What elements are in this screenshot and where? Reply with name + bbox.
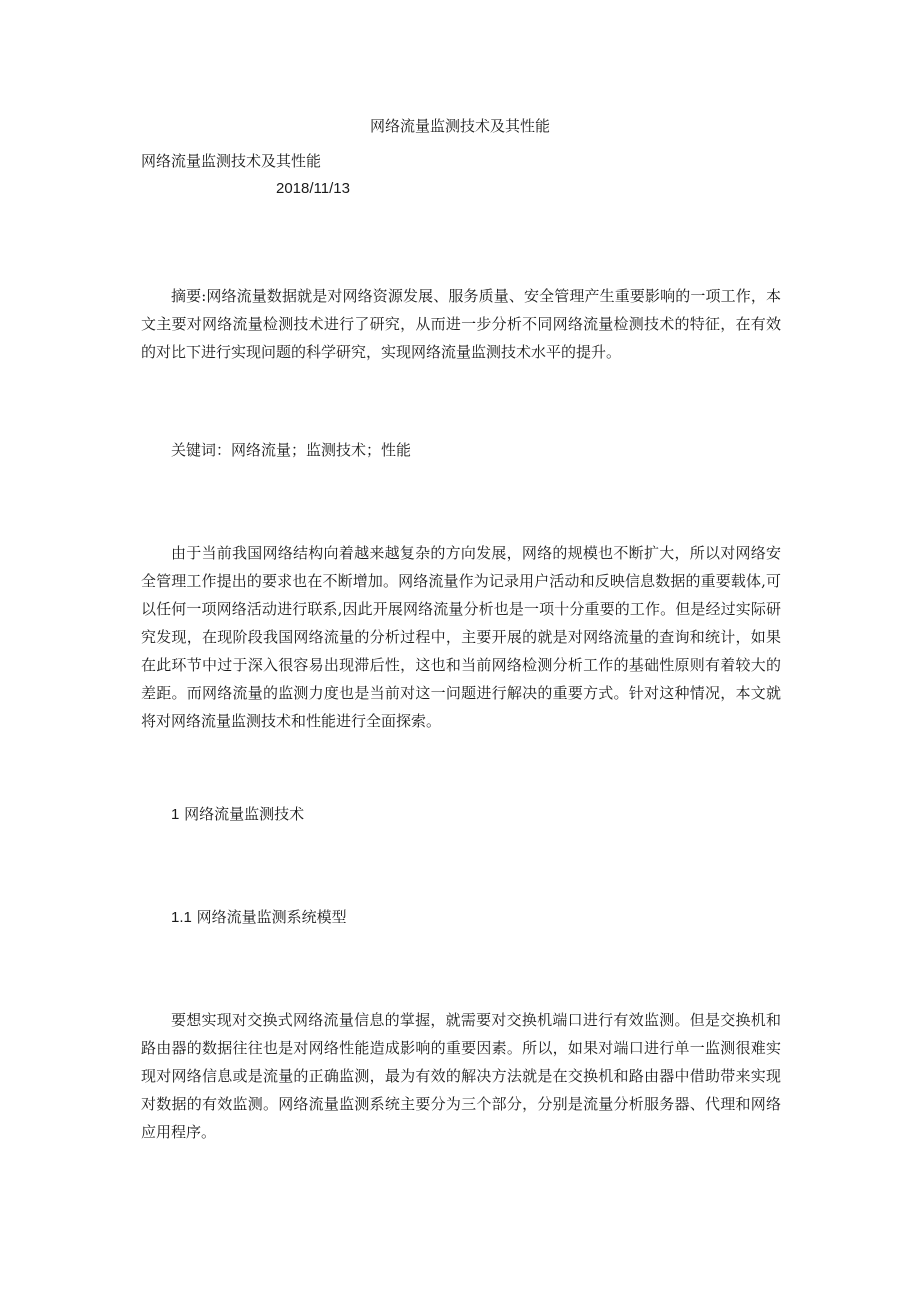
page-header-title: 网络流量监测技术及其性能 bbox=[369, 117, 550, 135]
section-title: 网络流量监测系统模型 bbox=[196, 908, 347, 926]
introduction-paragraph: 由于当前我国网络结构向着越来越复杂的方向发展，网络的规模也不断扩大，所以对网络安全管理工作提出的要求也在不断增加。网络流量作为记录用户活动和反映信息数据的重要载体,可以任何一项网络活动进行联系,因此开展网络流量分析也是一项十分重要的工作。但是经过实际研究发现，在现阶段我国网络流量的分析过程中，主要开展的就是对网络流量的查询和统计，如果在此环节中过于深入很容易出现滞后性，这也和当前网络检测分析工作的基础性原则有着较大的差距。而网络流量的监测力度也是当前对这一问题进行解决的重要方式。针对这种情况，本文就将对网络流量监测技术和性能进行全面探索。 bbox=[141, 544, 781, 730]
section-number: 1 bbox=[171, 806, 180, 823]
section-title: 网络流量监测技术 bbox=[184, 805, 305, 823]
abstract-paragraph: 摘要:网络流量数据就是对网络资源发展、服务质量、安全管理产生重要影响的一项工作，本文主要对网络流量检测技术进行了研究，从而进一步分析不同网络流量检测技术的特征，在有效的对比下进行实现问题的科学研究，实现网络流量监测技术水平的提升。 bbox=[141, 287, 781, 361]
section-number: 1.1 bbox=[171, 909, 192, 926]
document-date: 2018/11/13 bbox=[276, 180, 350, 197]
document-title: 网络流量监测技术及其性能 bbox=[141, 152, 322, 170]
section-heading-1 bbox=[171, 804, 304, 825]
keywords-line: 关键词：网络流量；监测技术；性能 bbox=[171, 441, 412, 459]
section-1-1-paragraph: 要想实现对交换式网络流量信息的掌握，就需要对交换机端口进行有效监测。但是交换机和路由器的数据往往也是对网络性能造成影响的重要因素。所以，如果对端口进行单一监测很难实现对网络信息或是流量的正确监测，最为有效的解决方法就是在交换机和路由器中借助带来实现对数据的有效监测。网络流量监测系统主要分为三个部分，分别是流量分析服务器、代理和网络应用程序。 bbox=[141, 1011, 781, 1141]
section-heading-1-1 bbox=[171, 907, 347, 928]
